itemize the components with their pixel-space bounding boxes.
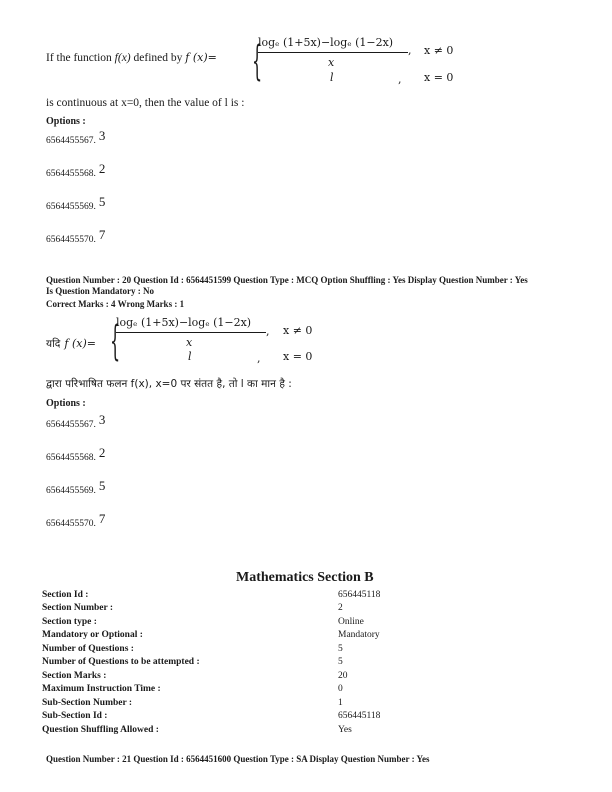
section-row-label: Sub-Section Id : <box>42 711 108 721</box>
case2-cond-hi: x = 0 <box>283 350 313 363</box>
section-row-value: Mandatory <box>338 630 380 640</box>
section-row-value: 0 <box>338 684 343 694</box>
comma-en-2: , <box>398 73 402 86</box>
option-row: 6564455567. 3 <box>46 128 106 146</box>
options-label-2: Options : <box>46 398 86 409</box>
denominator-en: x <box>328 56 335 69</box>
section-row-label: Mandatory or Optional : <box>42 630 143 640</box>
question-meta-line: Question Number : 20 Question Id : 6564451599 Question Type : MCQ Option Shuffling : Yes Display Question Number : Yes <box>46 275 528 285</box>
section-row-value: 656445118 <box>338 590 381 600</box>
option-row: 6564455568. 2 <box>46 445 106 463</box>
section-row-value: 5 <box>338 644 343 654</box>
case2-value-hi: l <box>188 350 192 363</box>
question-meta-line-21: Question Number : 21 Question Id : 6564451600 Question Type : SA Display Question Number : Yes <box>46 754 430 764</box>
fraction-line-en <box>258 52 408 53</box>
section-row-value: 656445118 <box>338 711 381 721</box>
case2-cond-en: x = 0 <box>424 71 454 84</box>
question-mandatory: Is Question Mandatory : No <box>46 286 155 296</box>
section-row-value: Yes <box>338 725 352 735</box>
option-row: 6564455570. 7 <box>46 227 106 245</box>
question-marks: Correct Marks : 4 Wrong Marks : 1 <box>46 299 185 309</box>
section-row-label: Section Number : <box>42 603 114 613</box>
question-en-prefix: If the function f(x) defined by f (x)= <box>46 51 217 64</box>
section-row-value: 1 <box>338 698 343 708</box>
option-row: 6564455568. 2 <box>46 161 106 179</box>
question-hi-prefix: यदि f (x)= <box>46 337 96 350</box>
left-brace: { <box>252 36 263 86</box>
options-label-1: Options : <box>46 116 86 127</box>
numerator-en: logₑ (1+5x)−logₑ (1−2x) <box>258 36 394 49</box>
section-row-value: 20 <box>338 671 348 681</box>
question-en-continuation: is continuous at x=0, then the value of l is : <box>46 97 245 109</box>
section-row-label: Section type : <box>42 617 97 627</box>
section-row-label: Section Id : <box>42 590 89 600</box>
option-row: 6564455569. 5 <box>46 194 106 212</box>
numerator-hi: logₑ (1+5x)−logₑ (1−2x) <box>116 316 252 329</box>
comma-hi-2: , <box>257 352 261 365</box>
denominator-hi: x <box>186 336 193 349</box>
case2-value-en: l <box>330 71 334 84</box>
option-row: 6564455567. 3 <box>46 412 106 430</box>
case1-cond-en: x ≠ 0 <box>424 44 454 57</box>
option-row: 6564455570. 7 <box>46 511 106 529</box>
section-row-label: Number of Questions : <box>42 644 134 654</box>
left-brace: { <box>110 316 121 366</box>
fraction-line-hi <box>116 332 266 333</box>
section-row-value: 2 <box>338 603 343 613</box>
section-row-label: Sub-Section Number : <box>42 698 133 708</box>
section-title: Mathematics Section B <box>236 570 374 585</box>
question-hi-continuation: द्वारा परिभाषित फलन f(x), x=0 पर संतत है, तो l का मान है : <box>46 378 292 390</box>
section-row-label: Maximum Instruction Time : <box>42 684 161 694</box>
case1-cond-hi: x ≠ 0 <box>283 324 313 337</box>
section-row-label: Question Shuffling Allowed : <box>42 725 159 735</box>
section-row-value: Online <box>338 617 364 627</box>
section-row-label: Number of Questions to be attempted : <box>42 657 200 667</box>
comma-hi-1: , <box>266 325 270 338</box>
section-row-value: 5 <box>338 657 343 667</box>
section-row-label: Section Marks : <box>42 671 107 681</box>
comma-en-1: , <box>408 44 412 57</box>
option-row: 6564455569. 5 <box>46 478 106 496</box>
